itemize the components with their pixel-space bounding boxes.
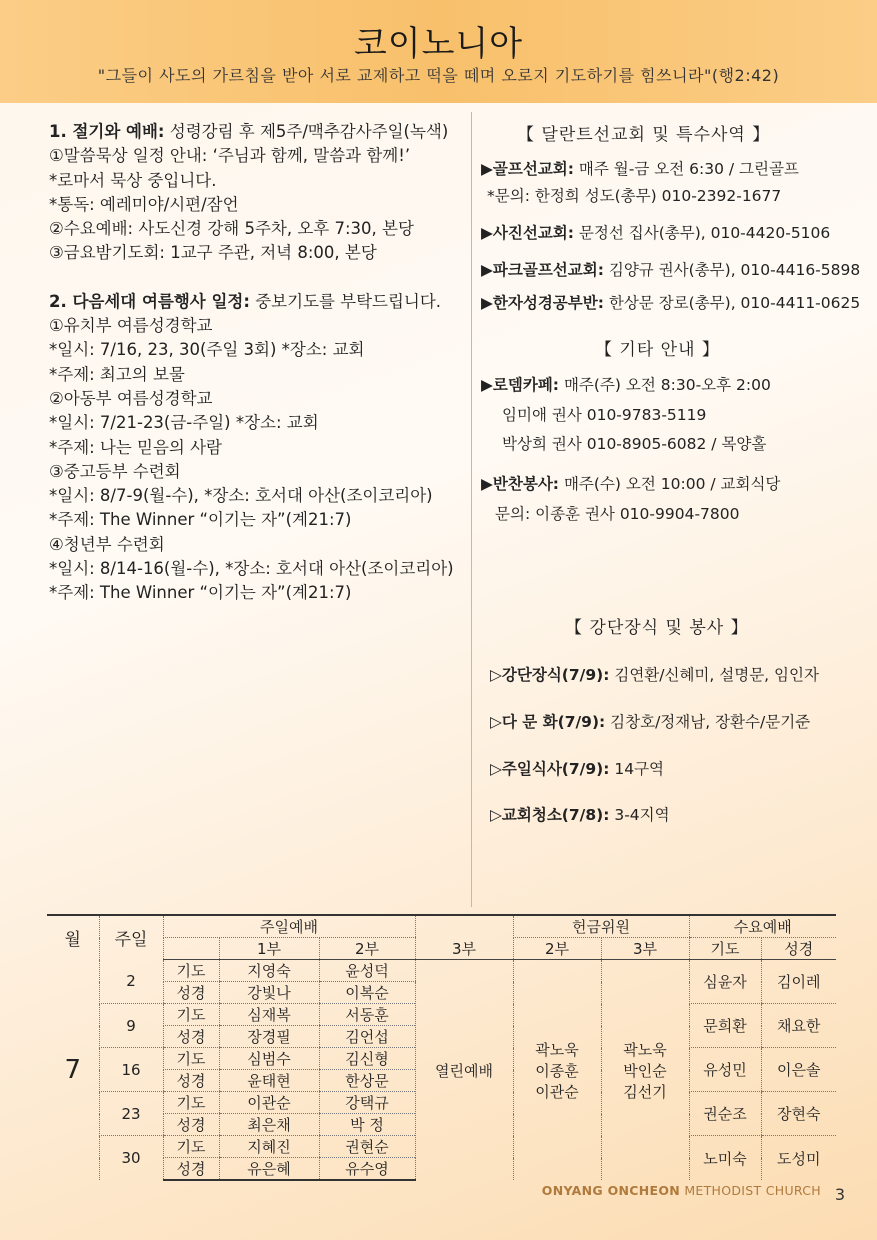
rodem-cafe: ▶로뎀카페: 매주(주) 오전 8:30-오후 2:00	[481, 376, 771, 394]
altar-section-title: 【 강단장식 및 봉사 】	[565, 618, 749, 638]
announcement-line: *일시: 7/16, 23, 30(주일 3회) *장소: 교회	[49, 340, 365, 360]
announcement-line: ①말씀묵상 일정 안내: ‘주님과 함께, 말씀과 함께!’	[49, 146, 411, 166]
side-dish-contact: 문의: 이종훈 권사 010-9904-7800	[495, 505, 740, 523]
golf-mission: ▶골프선교회: 매주 월-금 오전 6:30 / 그린골프	[481, 160, 799, 178]
col-3bu: 3부	[415, 938, 513, 960]
hanja-bible-study: ▶한자성경공부반: 한상문 장로(총무), 010-4411-0625	[481, 294, 861, 312]
role-cell: 성경	[163, 982, 219, 1004]
announcement-line: ②수요예배: 사도신경 강해 5주차, 오후 7:30, 본당	[49, 219, 414, 239]
section-worship-title: 1. 절기와 예배: 성령강림 후 제5주/맥추감사주일(녹색)	[49, 122, 449, 141]
person-cell: 심범수	[219, 1048, 319, 1070]
person-cell: 김신형	[319, 1048, 415, 1070]
week-date: 16	[99, 1048, 163, 1092]
cafe-contact: 박상희 권사 010-8905-6082 / 목양홀	[502, 435, 767, 453]
golf-contact: *문의: 한정희 성도(총무) 010-2392-1677	[487, 187, 782, 205]
altar-decoration: ▷강단장식(7/9): 김연환/신혜미, 설명문, 임인자	[490, 666, 819, 684]
announcement-line: *일시: 7/21-23(금-주일) *장소: 교회	[49, 413, 319, 433]
wed-scripture-cell: 김이레	[761, 960, 836, 1004]
role-cell: 기도	[163, 1048, 219, 1070]
sunday-meal: ▷주일식사(7/9): 14구역	[490, 760, 665, 778]
announcement-line: ③중고등부 수련회	[49, 461, 181, 481]
wed-scripture-cell: 채요한	[761, 1004, 836, 1048]
person-cell: 지영숙	[219, 960, 319, 982]
person-cell: 한상문	[319, 1070, 415, 1092]
announcement-line: *로마서 묵상 중입니다.	[49, 170, 217, 190]
role-cell: 기도	[163, 1004, 219, 1026]
week-date: 9	[99, 1004, 163, 1048]
week-date: 23	[99, 1092, 163, 1136]
column-divider	[471, 112, 472, 907]
missions-section-title: 【 달란트선교회 및 특수사역 】	[517, 125, 771, 145]
person-cell: 유은혜	[219, 1158, 319, 1181]
person-cell: 강택규	[319, 1092, 415, 1114]
role-cell: 기도	[163, 1136, 219, 1158]
person-cell: 박 정	[319, 1114, 415, 1136]
announcement-line: *주제: 최고의 보물	[49, 364, 185, 384]
person-cell: 장경필	[219, 1026, 319, 1048]
wed-prayer-cell: 권순조	[689, 1092, 761, 1136]
person-cell: 심재복	[219, 1004, 319, 1026]
col-offering-2bu: 2부	[513, 938, 601, 960]
role-cell: 성경	[163, 1026, 219, 1048]
wed-prayer-cell: 문희환	[689, 1004, 761, 1048]
person-cell: 윤성덕	[319, 960, 415, 982]
col-scripture: 성경	[761, 938, 836, 960]
third-service-cell: 열린예배	[415, 960, 513, 1181]
service-schedule-table	[47, 914, 836, 1181]
col-week: 주일	[99, 915, 163, 960]
offering-3bu-cell: 곽노욱 박인순 김선기	[601, 960, 689, 1181]
person-cell: 권현순	[319, 1136, 415, 1158]
cafe-contact: 임미애 권사 010-9783-5119	[502, 406, 707, 424]
announcements-left	[49, 120, 469, 606]
person-cell: 최은채	[219, 1114, 319, 1136]
page-title: 코이노니아	[353, 24, 524, 64]
header-banner	[0, 0, 877, 103]
wed-prayer-cell: 유성민	[689, 1048, 761, 1092]
parkgolf-mission: ▶파크골프선교회: 김양규 권사(총무), 010-4416-5898	[481, 261, 861, 279]
week-date: 30	[99, 1136, 163, 1181]
photo-mission: ▶사진선교회: 문정선 집사(총무), 010-4420-5106	[481, 224, 831, 242]
person-cell: 윤태현	[219, 1070, 319, 1092]
col-offering: 헌금위원	[513, 915, 689, 938]
role-cell: 성경	[163, 1114, 219, 1136]
bible-verse: "그들이 사도의 가르침을 받아 서로 교제하고 떡을 떼며 오로지 기도하기를 힘쓰니라"(행2:42)	[97, 66, 780, 85]
wed-prayer-cell: 심윤자	[689, 960, 761, 1004]
col-offering-3bu: 3부	[601, 938, 689, 960]
role-cell: 기도	[163, 1092, 219, 1114]
announcement-line: ④청년부 수련회	[49, 534, 165, 554]
wed-scripture-cell: 이은솔	[761, 1048, 836, 1092]
week-date: 2	[99, 960, 163, 1004]
announcement-line: ②아동부 여름성경학교	[49, 388, 213, 408]
col-2bu: 2부	[319, 938, 415, 960]
col-month: 월	[47, 915, 99, 960]
offering-2bu-cell: 곽노욱 이종훈 이관순	[513, 960, 601, 1181]
col-wednesday: 수요예배	[689, 915, 836, 938]
announcement-line: *주제: 나는 믿음의 사람	[49, 437, 222, 457]
announcement-line: *통독: 예레미야/시편/잠언	[49, 194, 239, 214]
wed-prayer-cell: 노미숙	[689, 1136, 761, 1181]
announcement-line: *주제: The Winner “이기는 자”(계21:7)	[49, 510, 352, 530]
announcement-line: ①유치부 여름성경학교	[49, 316, 213, 336]
announcement-line: ③금요밤기도회: 1교구 주관, 저녁 8:00, 본당	[49, 243, 377, 263]
page-number: 3	[834, 1185, 845, 1204]
person-cell: 강빛나	[219, 982, 319, 1004]
role-cell: 성경	[163, 1070, 219, 1092]
person-cell: 유수영	[319, 1158, 415, 1181]
section-summer-events-title: 2. 다음세대 여름행사 일정: 중보기도를 부탁드립니다.	[49, 291, 442, 311]
announcement-line: *일시: 8/14-16(월-수), *장소: 호서대 아산(조이코리아)	[49, 559, 454, 579]
role-cell: 기도	[163, 960, 219, 982]
wed-scripture-cell: 도성미	[761, 1136, 836, 1181]
person-cell: 이관순	[219, 1092, 319, 1114]
month-cell: 7	[64, 1054, 82, 1085]
person-cell: 김언섭	[319, 1026, 415, 1048]
announcement-line: *주제: The Winner “이기는 자”(계21:7)	[49, 583, 352, 603]
person-cell: 이복순	[319, 982, 415, 1004]
role-cell: 성경	[163, 1158, 219, 1181]
col-1bu: 1부	[219, 938, 319, 960]
church-cleaning: ▷교회청소(7/8): 3-4지역	[490, 806, 670, 824]
etc-section-title: 【 기타 안내 】	[595, 340, 720, 360]
side-dish-service: ▶반찬봉사: 매주(수) 오전 10:00 / 교회식당	[481, 475, 781, 493]
wed-scripture-cell: 장현숙	[761, 1092, 836, 1136]
announcement-line: *일시: 8/7-9(월-수), *장소: 호서대 아산(조이코리아)	[49, 486, 433, 506]
person-cell: 지혜진	[219, 1136, 319, 1158]
tea-service: ▷다 문 화(7/9): 김창호/정재남, 장환수/문기준	[490, 713, 811, 731]
church-name-footer: ONYANG ONCHEON METHODIST CHURCH	[541, 1183, 821, 1198]
col-sunday-worship: 주일예배	[163, 915, 415, 938]
col-prayer: 기도	[689, 938, 761, 960]
person-cell: 서동훈	[319, 1004, 415, 1026]
